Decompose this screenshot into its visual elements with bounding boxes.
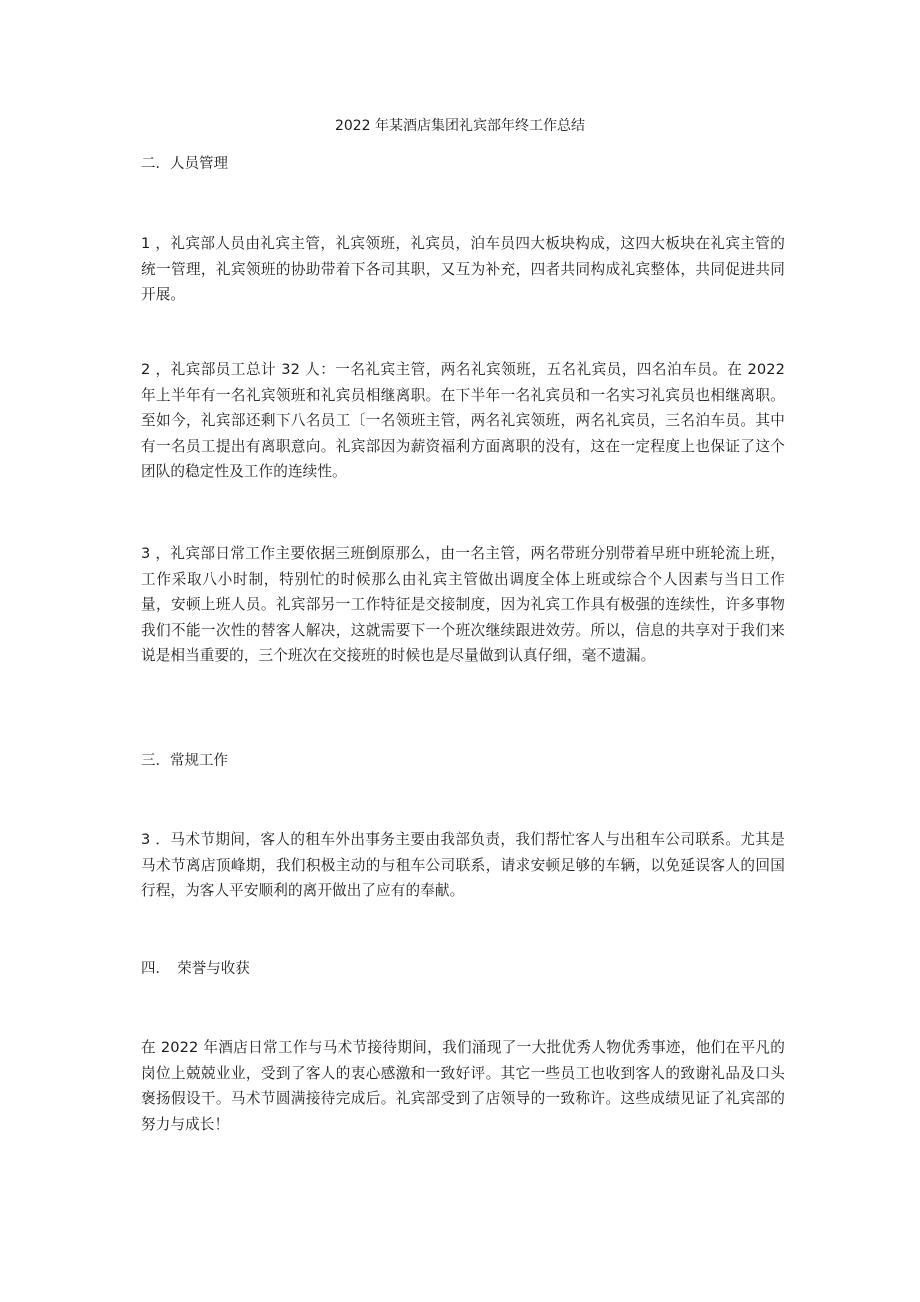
section-heading-honors: 四． 荣誉与收获 [141,961,250,977]
paragraph-personnel-2: 2 ，礼宾部员工总计 32 人：一名礼宾主管，两名礼宾领班，五名礼宾员，四名泊车员。在 2022 年上半年有一名礼宾领班和礼宾员相继离职。在下半年一名礼宾员和一名实习礼宾员也相继离职。至如今，礼宾部还剩下八名员工〔一名领班主管，两名礼宾领班，两名礼宾员，三名泊车员。其中有一名员工提出有离职意向。礼宾部因为薪资福利方面离职的没有，这在一定程度上也保证了这个团队的稳定性及工作的连续性。 [141,361,785,481]
section-heading-personnel: 二．人员管理 [141,156,228,172]
paragraph-honors: 在 2022 年酒店日常工作与马术节接待期间，我们涌现了一大批优秀人物优秀事迹，他们在平凡的岗位上兢兢业业，受到了客人的衷心感激和一致好评。其它一些员工也收到客人的致谢礼品及口头褒扬假设干。马术节圆满接待完成后。礼宾部受到了店领导的一致称许。这些成绩见证了礼宾部的努力与成长！ [141,1039,785,1133]
section-heading-routine-work: 三．常规工作 [141,753,228,769]
paragraph-personnel-1: 1 ，礼宾部人员由礼宾主管，礼宾领班，礼宾员，泊车员四大板块构成，这四大板块在礼宾主管的统一管理，礼宾领班的协助带着下各司其职，又互为补充，四者共同构成礼宾整体，共同促进共同开展。 [141,235,785,304]
paragraph-personnel-3: 3 ，礼宾部日常工作主要依据三班倒原那么，由一名主管，两名带班分别带着早班中班轮流上班，工作采取八小时制，特别忙的时候那么由礼宾主管做出调度全体上班或综合个人因素与当日工作量，安顿上班人员。礼宾部另一工作特征是交接制度，因为礼宾工作具有极强的连续性，许多事物我们不能一次性的替客人解决，这就需要下一个班次继续跟进效劳。所以，信息的共享对于我们来说是相当重要的，三个班次在交接班的时候也是尽量做到认真仔细，毫不遗漏。 [141,545,785,665]
paragraph-routine-work: 3 ．马术节期间，客人的租车外出事务主要由我部负责，我们帮忙客人与出租车公司联系。尤其是马术节离店顶峰期，我们积极主动的与租车公司联系，请求安顿足够的车辆，以免延误客人的回国行程，为客人平安顺利的离开做出了应有的奉献。 [141,831,785,900]
document-title: 2022 年某酒店集团礼宾部年终工作总结 [334,118,586,134]
